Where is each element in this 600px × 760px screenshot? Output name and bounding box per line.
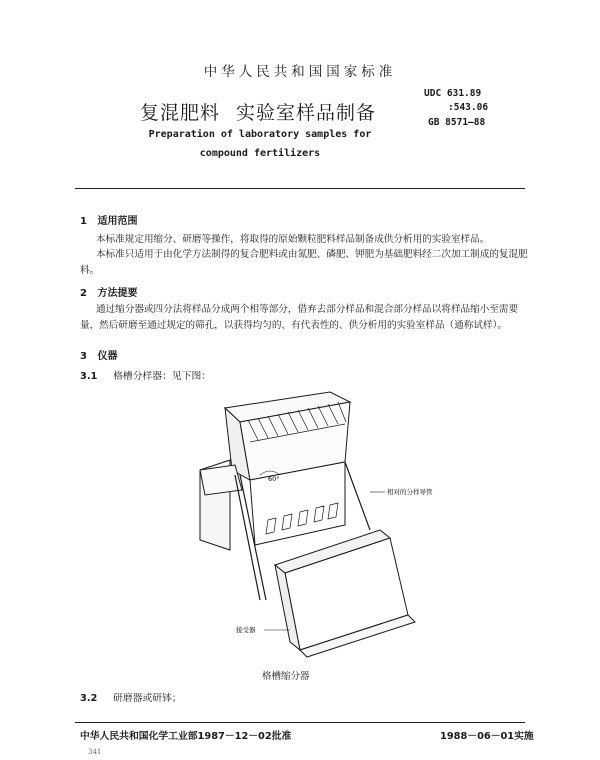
english-title-line2: compound fertilizers	[199, 148, 321, 159]
subsection-3-1-number: 3.1	[80, 371, 98, 382]
section-1-heading	[80, 212, 137, 227]
section-1-number: 1	[80, 216, 87, 227]
udc-code-continuation: :543.06	[448, 102, 489, 113]
title-part1: 复混肥料	[140, 102, 221, 124]
section-2-number: 2	[80, 288, 87, 299]
chute-label: 相对的分样导管	[387, 488, 433, 496]
section-2-paragraph: 通过缩分器或四分法将样品分成两个相等部分，借弃去部分样品和混合部分样品以将样品缩小至需要量，然后研磨至通过规定的筛孔，以获得均匀的、有代表性的、供分析用的实验室样品（通称试样）。	[80, 304, 519, 331]
section-1-paragraph-1: 本标准规定用缩分、研磨等操作，将取得的原始颗粒肥料样品制备成供分析用的实验室样品。	[96, 234, 490, 245]
subsection-3-2-text: 研磨器或研钵；	[113, 693, 182, 704]
section-3-heading	[80, 347, 117, 362]
section-3-title: 仪器	[97, 351, 118, 362]
implementation-date: 1988－06－01实施	[440, 731, 534, 742]
document-title	[140, 98, 376, 125]
approval-note: 中华人民共和国化学工业部1987－12－02批准	[80, 731, 292, 742]
section-1-paragraph-2: 本标准只适用于由化学方法制得的复合肥料或由氮肥、磷肥、钾肥为基础肥料经二次加工制成的复混肥料。	[80, 249, 528, 276]
receiver-label: 接受器	[236, 626, 256, 634]
subsection-3-2-number: 3.2	[80, 693, 98, 704]
receiver-pan-front	[285, 538, 408, 650]
section-2-heading	[80, 284, 137, 299]
riffle-splitter-figure	[180, 380, 440, 680]
leg-right	[345, 462, 370, 530]
figure-caption: 格槽缩分器	[262, 671, 310, 682]
standard-type-heading: 中华人民共和国国家标准	[203, 64, 397, 80]
section-1-title: 适用范围	[97, 216, 138, 227]
page-number: 341	[88, 748, 102, 756]
section-2-title: 方法提要	[97, 288, 138, 299]
gb-code: GB 8571—88	[428, 117, 486, 128]
footer-divider	[75, 722, 525, 723]
subsection-3-2	[80, 690, 182, 704]
subsection-3-1-text: 格槽分样器：见下图：	[113, 371, 212, 382]
section-3-number: 3	[80, 351, 87, 362]
title-part2: 实验室样品制备	[236, 102, 377, 124]
english-title-line1: Preparation of laboratory samples for	[148, 129, 372, 140]
angle-label: 60°	[268, 475, 280, 483]
udc-code: UDC 631.89	[424, 88, 482, 99]
header-divider	[75, 188, 525, 189]
